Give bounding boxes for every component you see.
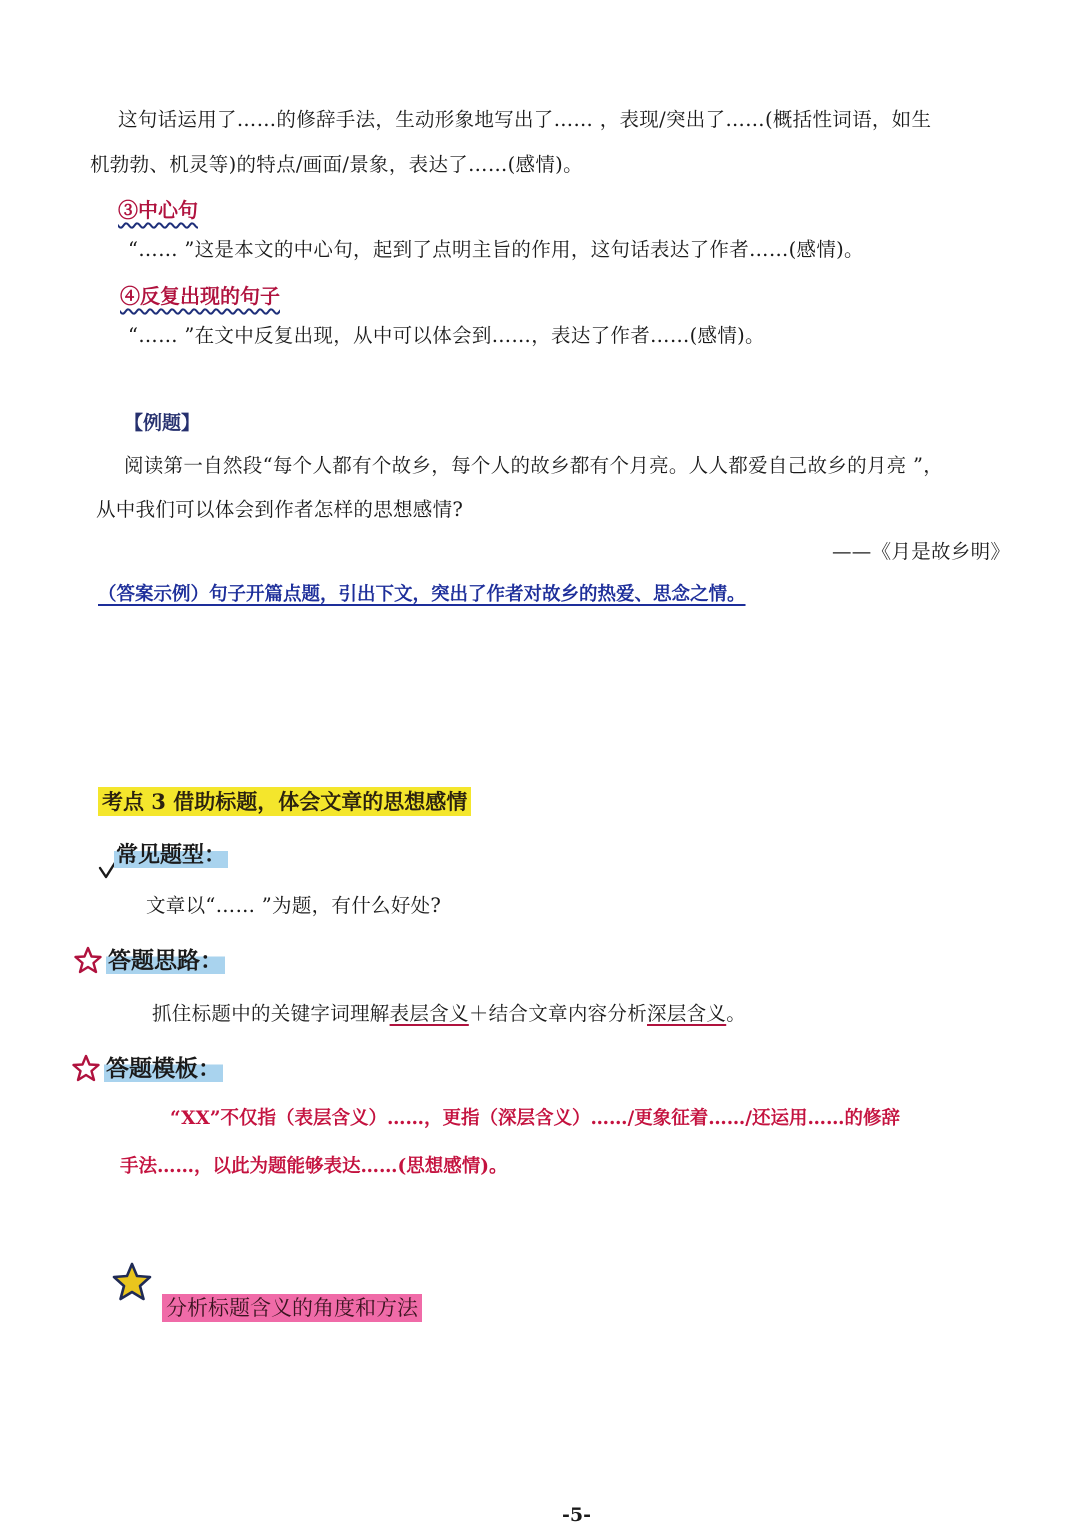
- thinking-text: [152, 998, 746, 1026]
- template-line1: “XX”不仅指（表层含义）……，更指（深层含义）……/更象征着……/还运用……的修辞: [170, 1108, 901, 1129]
- para1-line1: 这句话运用了……的修辞手法，生动形象地写出了…… ，表现/突出了……(概括性词语，如生: [118, 108, 932, 131]
- template-line2: 手法……，以此为题能够表达……(思想感情)。: [120, 1156, 508, 1177]
- page-number: -5-: [562, 1504, 591, 1526]
- thinking-text-b: 表层含义: [389, 1002, 469, 1025]
- example-label: 【例题】: [124, 412, 201, 434]
- item4-heading-text: ④反复出现的句子: [120, 284, 280, 308]
- analysis-heading-text: 分析标题含义的角度和方法: [162, 1294, 422, 1322]
- thinking-label: [106, 942, 225, 975]
- item4-text: “…… ”在文中反复出现，从中可以体会到……，表达了作者……(感情)。: [128, 324, 765, 347]
- item3-text: “…… ”这是本文的中心句，起到了点明主旨的作用，这句话表达了作者……(感情)。: [128, 238, 864, 261]
- template-label-text: 答题模板：: [106, 1055, 221, 1082]
- red-star-icon: [74, 946, 102, 974]
- gold-star-icon: [110, 1262, 154, 1302]
- thinking-text-e: 。: [726, 1002, 747, 1025]
- example-source: ——《月是故乡明》: [832, 540, 1011, 563]
- common-label-text: 常见题型：: [116, 842, 227, 868]
- item3-heading-text: ③中心句: [118, 198, 198, 222]
- red-star-icon: [72, 1054, 100, 1082]
- item3-heading: [118, 194, 198, 223]
- thinking-text-a: 抓住标题中的关键字词理解: [152, 1002, 390, 1025]
- common-label: [114, 838, 228, 869]
- analysis-heading: [162, 1292, 422, 1322]
- example-line2: 从中我们可以体会到作者怎样的思想感情?: [96, 498, 464, 521]
- para1-line2: 机勃勃、机灵等)的特点/画面/景象，表达了……(感情)。: [90, 153, 583, 176]
- thinking-text-c: ＋结合文章内容分析: [468, 1002, 648, 1025]
- kaodian3-title: [98, 786, 471, 816]
- thinking-text-d: 深层含义: [647, 1002, 727, 1025]
- example-line1: 阅读第一自然段“每个人都有个故乡，每个人的故乡都有个月亮。人人都爱自己故乡的月亮 ”，: [124, 454, 944, 477]
- common-text: 文章以“…… ”为题，有什么好处?: [146, 894, 442, 917]
- template-label: [104, 1050, 223, 1083]
- kaodian3-title-text: 考点 3 借助标题，体会文章的思想感情: [98, 787, 471, 816]
- item4-heading: [120, 280, 280, 309]
- thinking-label-text: 答题思路：: [108, 947, 223, 974]
- example-answer: （答案示例）句子开篇点题，引出下文，突出了作者对故乡的热爱、思念之情。: [98, 584, 746, 605]
